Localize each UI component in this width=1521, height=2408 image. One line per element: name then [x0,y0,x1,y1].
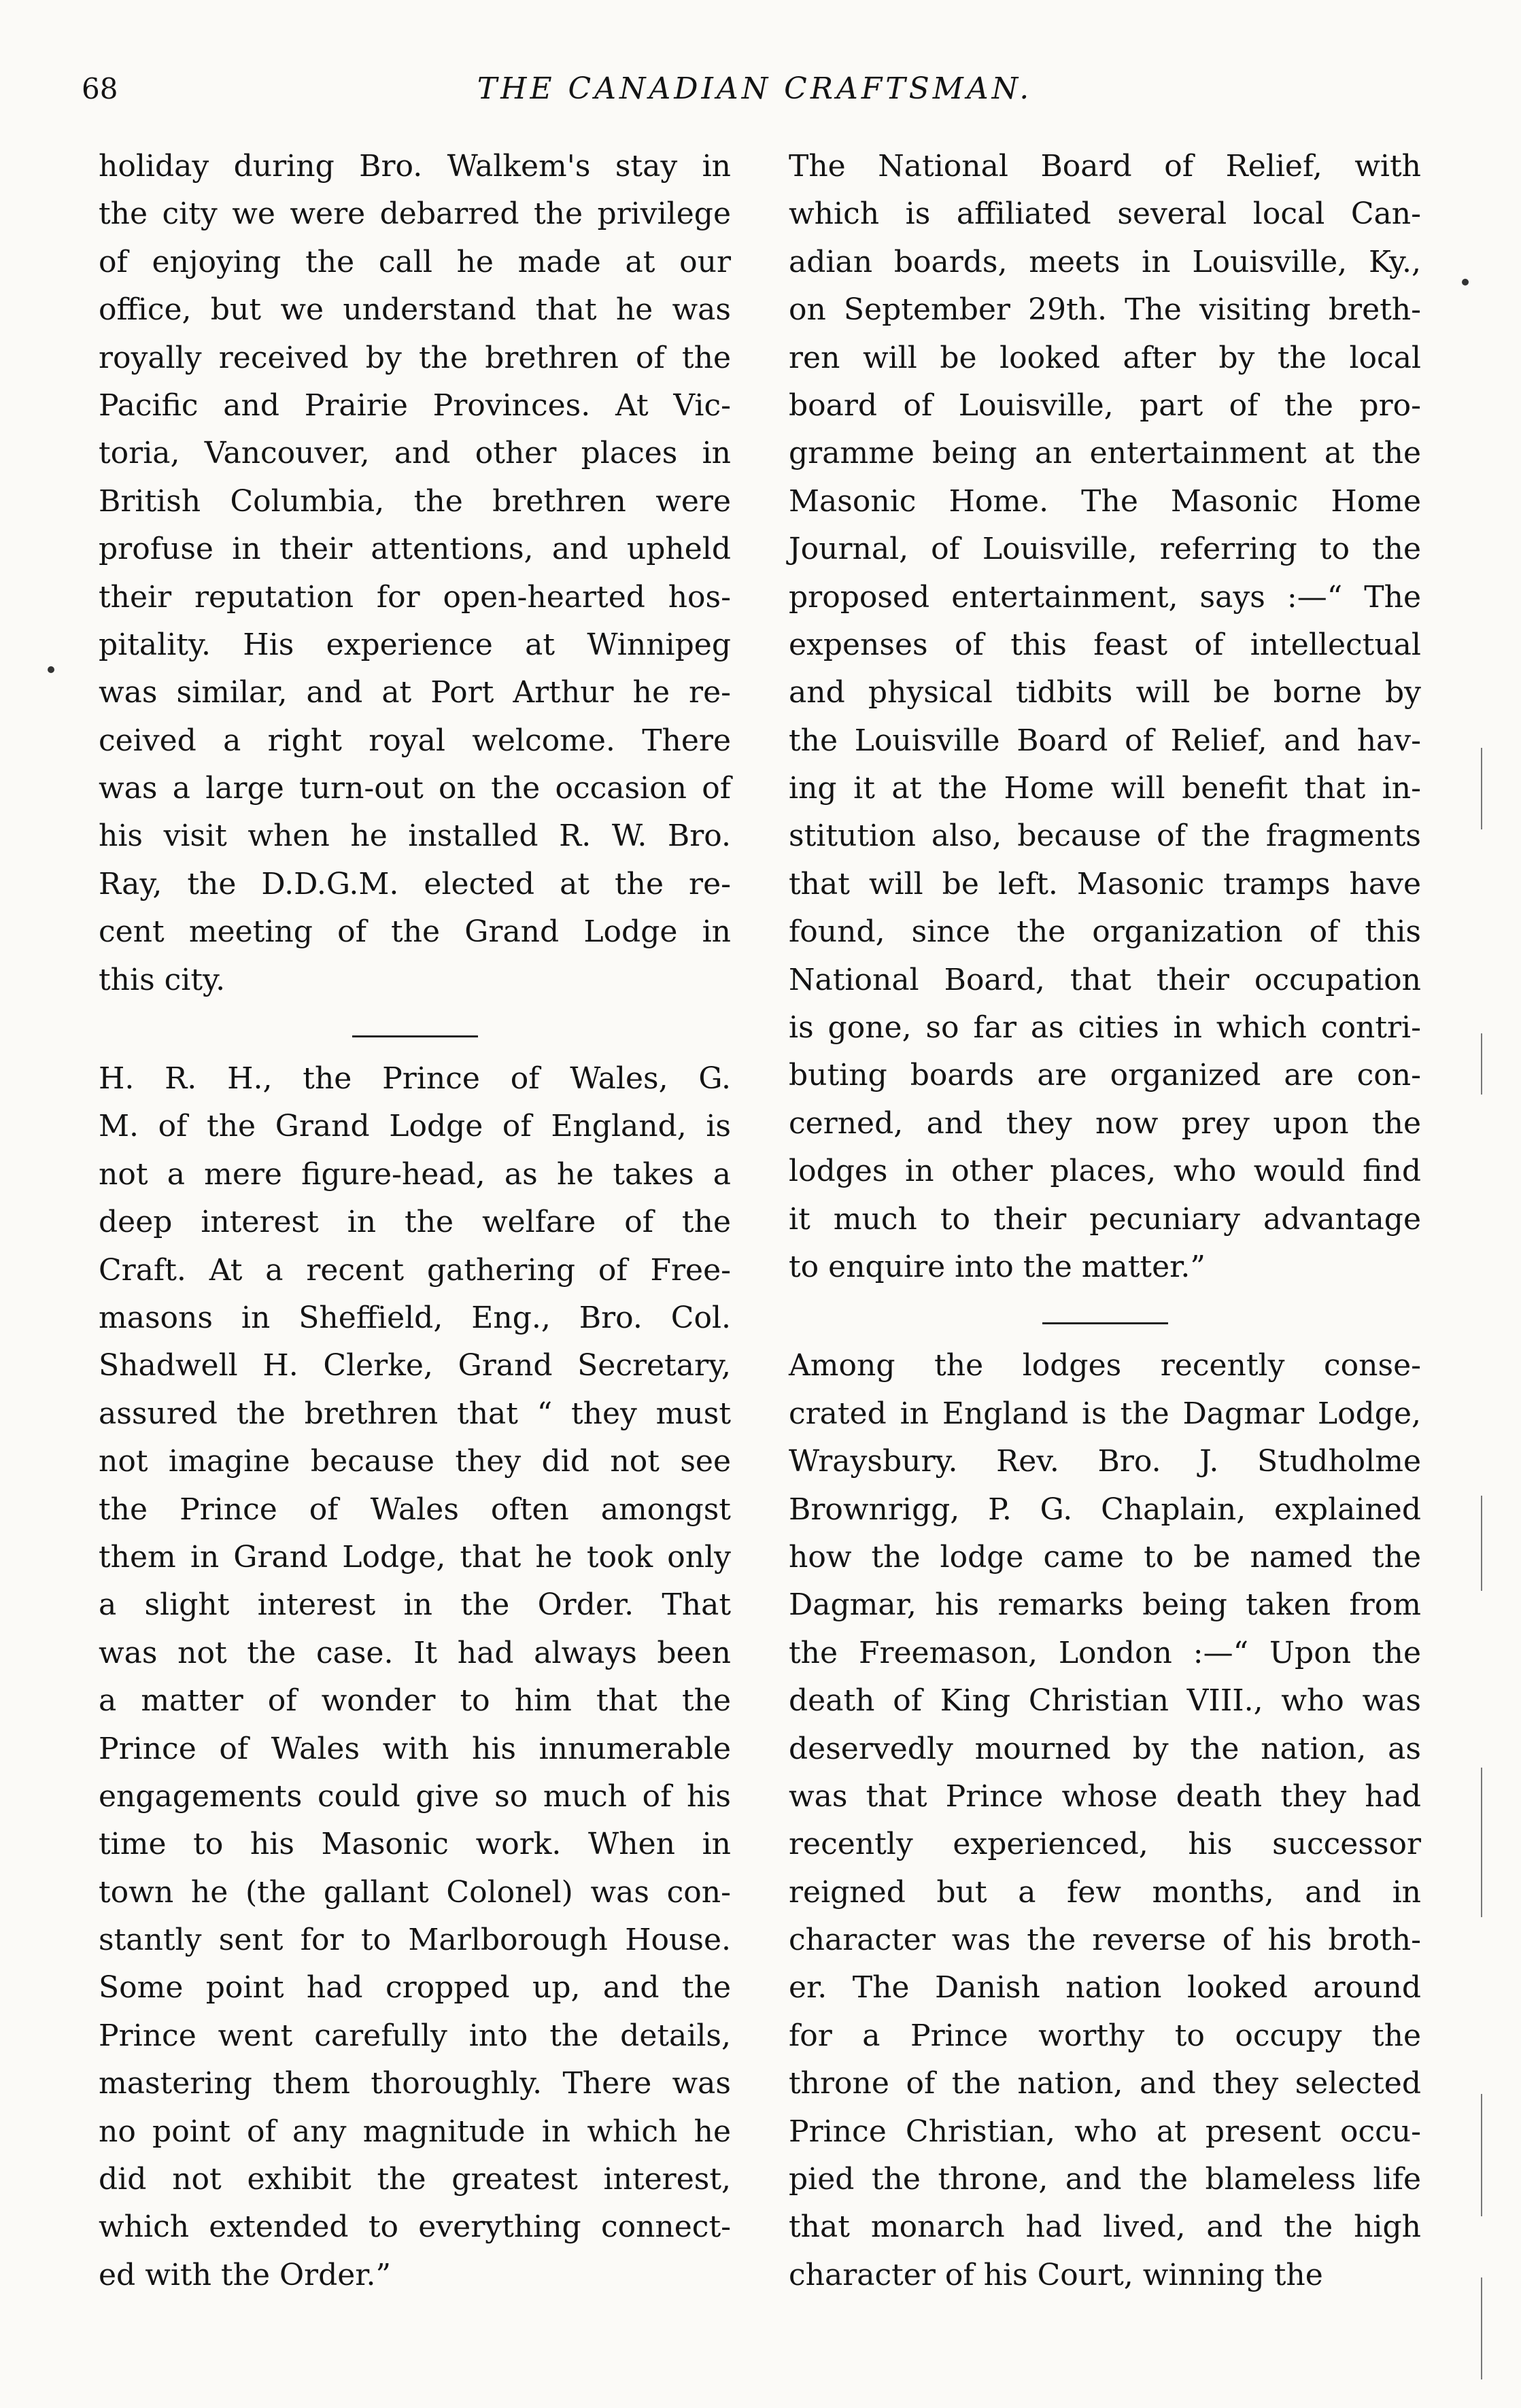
text-line: Pacific and Prairie Provinces. At Vic- [99,388,731,423]
text-line: engagements could give so much of his [99,1778,731,1814]
text-line: Shadwell H. Clerke, Grand Secretary, [99,1348,731,1383]
text-line: which extended to everything connect- [99,2209,731,2245]
text-line: masons in Sheffield, Eng., Bro. Col. [99,1300,731,1335]
text-line: assured the brethren that “ they must [99,1396,731,1431]
text-line: expenses of this feast of intellectual [789,627,1421,662]
text-line: cerned, and they now prey upon the [789,1105,1421,1141]
text-line: death of King Christian VIII., who was [789,1683,1421,1719]
text-line: Dagmar, his remarks being taken from [789,1587,1421,1623]
text-line: their reputation for open-hearted hos- [99,579,731,615]
text-line: stitution also, because of the fragments [789,819,1421,854]
text-line: cent meeting of the Grand Lodge in [99,914,731,950]
section-divider [1042,1322,1168,1324]
text-line: proposed entertainment, says :—“ The [789,579,1421,615]
text-line: board of Louisville, part of the pro- [789,388,1421,423]
text-line: Among the lodges recently conse- [789,1348,1421,1383]
text-line: his visit when he installed R. W. Bro. [99,819,731,854]
text-line: ing it at the Home will benefit that in- [789,771,1421,806]
text-line: a slight interest in the Order. That [99,1587,731,1623]
left-column [99,143,731,2299]
text-line: adian boards, meets in Louisville, Ky., [789,244,1421,279]
paragraph-board-of-relief [789,143,1421,1291]
text-line: no point of any magnitude in which he [99,2114,731,2149]
text-line: Prince of Wales with his innumerable [99,1731,731,1766]
text-line: toria, Vancouver, and other places in [99,436,731,471]
text-line: them in Grand Lodge, that he took only [99,1539,731,1575]
text-line: royally received by the brethren of the [99,340,731,375]
text-line: the Freemason, London :—“ Upon the [789,1635,1421,1670]
text-line: the city we were debarred the privilege [99,196,731,232]
text-line: ceived a right royal welcome. There [99,723,731,758]
paragraph-walkem-visit [99,143,731,1004]
text-line: it much to their pecuniary advantage [789,1201,1421,1237]
stray-mark [48,666,54,673]
text-line: time to his Masonic work. When in [99,1827,731,1862]
text-line: the Louisville Board of Relief, and hav- [789,723,1421,758]
text-line: did not exhibit the greatest interest, [99,2162,731,2197]
text-line: was similar, and at Port Arthur he re- [99,675,731,710]
text-line: that will be left. Masonic tramps have [789,866,1421,901]
text-line: town he (the gallant Colonel) was con- [99,1874,731,1910]
text-line: crated in England is the Dagmar Lodge, [789,1396,1421,1431]
text-line: throne of the nation, and they selected [789,2066,1421,2101]
text-line: mastering them thoroughly. There was [99,2066,731,2101]
text-line: recently experienced, his successor [789,1827,1421,1862]
page-header [82,65,1428,113]
text-line: this city. [99,962,226,997]
text-line: how the lodge came to be named the [789,1539,1421,1575]
text-line: pied the throne, and the blameless life [789,2162,1421,2197]
text-line: er. The Danish nation looked around [789,1970,1421,2006]
paragraph-prince-of-wales [99,1055,731,2299]
text-line: and physical tidbits will be borne by [789,675,1421,710]
text-line: not a mere figure-head, as he takes a [99,1156,731,1192]
text-line: of enjoying the call he made at our [99,244,731,279]
text-line: was a large turn-out on the occasion of [99,771,731,806]
text-line: Some point had cropped up, and the [99,1970,731,2006]
text-line: holiday during Bro. Walkem's stay in [99,149,731,184]
text-line: buting boards are organized are con- [789,1058,1421,1093]
text-line: The National Board of Relief, with [789,149,1421,184]
text-line: which is affiliated several local Can- [789,196,1421,232]
text-line: found, since the organization of this [789,914,1421,950]
text-line: office, but we understand that he was [99,292,731,328]
text-line: gramme being an entertainment at the [789,436,1421,471]
text-line: Ray, the D.D.G.M. elected at the re- [99,866,731,901]
text-line: Craft. At a recent gathering of Free- [99,1252,731,1288]
text-line: to enquire into the matter.” [789,1249,1206,1284]
text-line: that monarch had lived, and the high [789,2209,1421,2245]
section-divider [352,1035,478,1037]
text-line: Wraysbury. Rev. Bro. J. Studholme [789,1444,1421,1479]
text-line: deservedly mourned by the nation, as [789,1731,1421,1766]
text-line: deep interest in the welfare of the [99,1205,731,1240]
text-line: Journal, of Louisville, referring to the [789,532,1421,567]
text-line: was that Prince whose death they had [789,1778,1421,1814]
text-line: M. of the Grand Lodge of England, is [99,1109,731,1144]
text-line: profuse in their attentions, and upheld [99,532,731,567]
text-line: Prince went carefully into the details, [99,2018,731,2053]
text-line: Prince Christian, who at present occu- [789,2114,1421,2149]
text-line: the Prince of Wales often amongst [99,1492,731,1527]
text-line: British Columbia, the brethren were [99,483,731,519]
text-line: is gone, so far as cities in which contri- [789,1010,1421,1046]
text-line: character of his Court, winning the [789,2257,1323,2292]
text-line: reigned but a few months, and in [789,1874,1421,1910]
text-line: a matter of wonder to him that the [99,1683,731,1719]
text-line: Brownrigg, P. G. Chaplain, explained [789,1492,1421,1527]
paragraph-dagmar-lodge [789,1342,1421,2299]
margin-marks [1475,748,1489,2379]
running-title: THE CANADIAN CRAFTSMAN. [477,71,1033,106]
text-line: lodges in other places, who would find [789,1154,1421,1189]
stray-mark [1462,279,1469,286]
text-line: National Board, that their occupation [789,962,1421,997]
text-line: on September 29th. The visiting breth- [789,292,1421,328]
text-line: ren will be looked after by the local [789,340,1421,375]
text-line: stantly sent for to Marlborough House. [99,1923,731,1958]
text-line: for a Prince worthy to occupy the [789,2018,1421,2053]
text-line: character was the reverse of his broth- [789,1923,1421,1958]
text-line: ed with the Order.” [99,2257,391,2292]
right-column [789,143,1421,2299]
text-line: Masonic Home. The Masonic Home [789,483,1421,519]
text-line: H. R. H., the Prince of Wales, G. [99,1061,731,1097]
text-line: not imagine because they did not see [99,1444,731,1479]
page-number: 68 [82,72,118,105]
text-line: pitality. His experience at Winnipeg [99,627,731,662]
text-line: was not the case. It had always been [99,1635,731,1670]
